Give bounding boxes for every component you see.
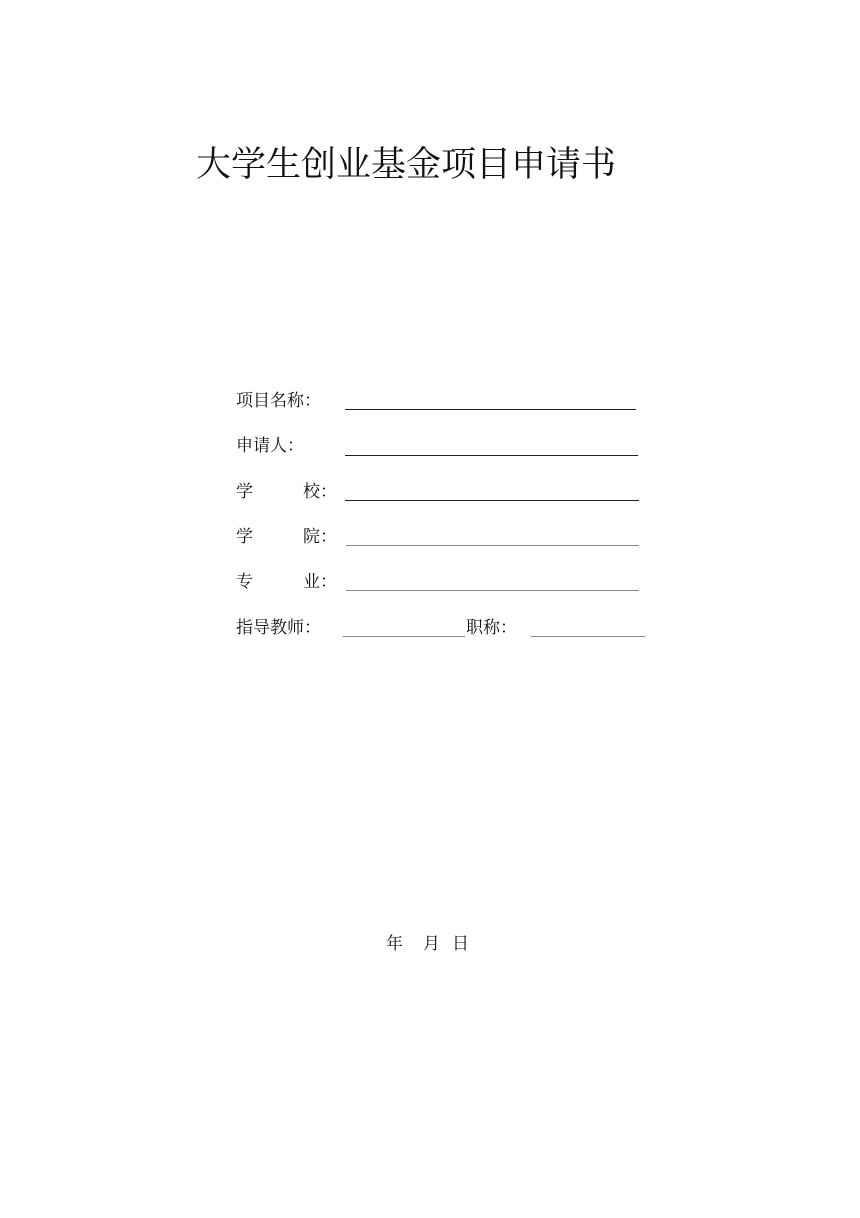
- school-label-char1: 学: [236, 482, 253, 502]
- applicant-blank-line[interactable]: [345, 455, 638, 456]
- college-label-char2: 院：: [303, 527, 337, 547]
- date-day-label: 日: [452, 934, 469, 954]
- school-blank-line[interactable]: [345, 500, 639, 501]
- college-label-char1: 学: [236, 527, 253, 547]
- date-year-label: 年: [386, 934, 403, 954]
- project-name-label: 项目名称：: [236, 391, 321, 411]
- school-label-char2: 校：: [303, 482, 337, 502]
- major-label-char2: 业：: [303, 572, 337, 592]
- applicant-label: 申请人：: [236, 436, 304, 456]
- major-label-char1: 专: [236, 572, 253, 592]
- advisor-label: 指导教师：: [236, 618, 321, 638]
- advisor-blank-line[interactable]: [343, 636, 465, 637]
- document-title: 大学生创业基金项目申请书: [196, 145, 617, 185]
- project-name-blank-line[interactable]: [345, 409, 636, 410]
- advisor-title-blank-line[interactable]: [531, 636, 645, 637]
- advisor-title-label: 职称：: [466, 618, 517, 638]
- college-blank-line[interactable]: [346, 545, 639, 546]
- major-blank-line[interactable]: [346, 590, 639, 591]
- date-month-label: 月: [423, 934, 440, 954]
